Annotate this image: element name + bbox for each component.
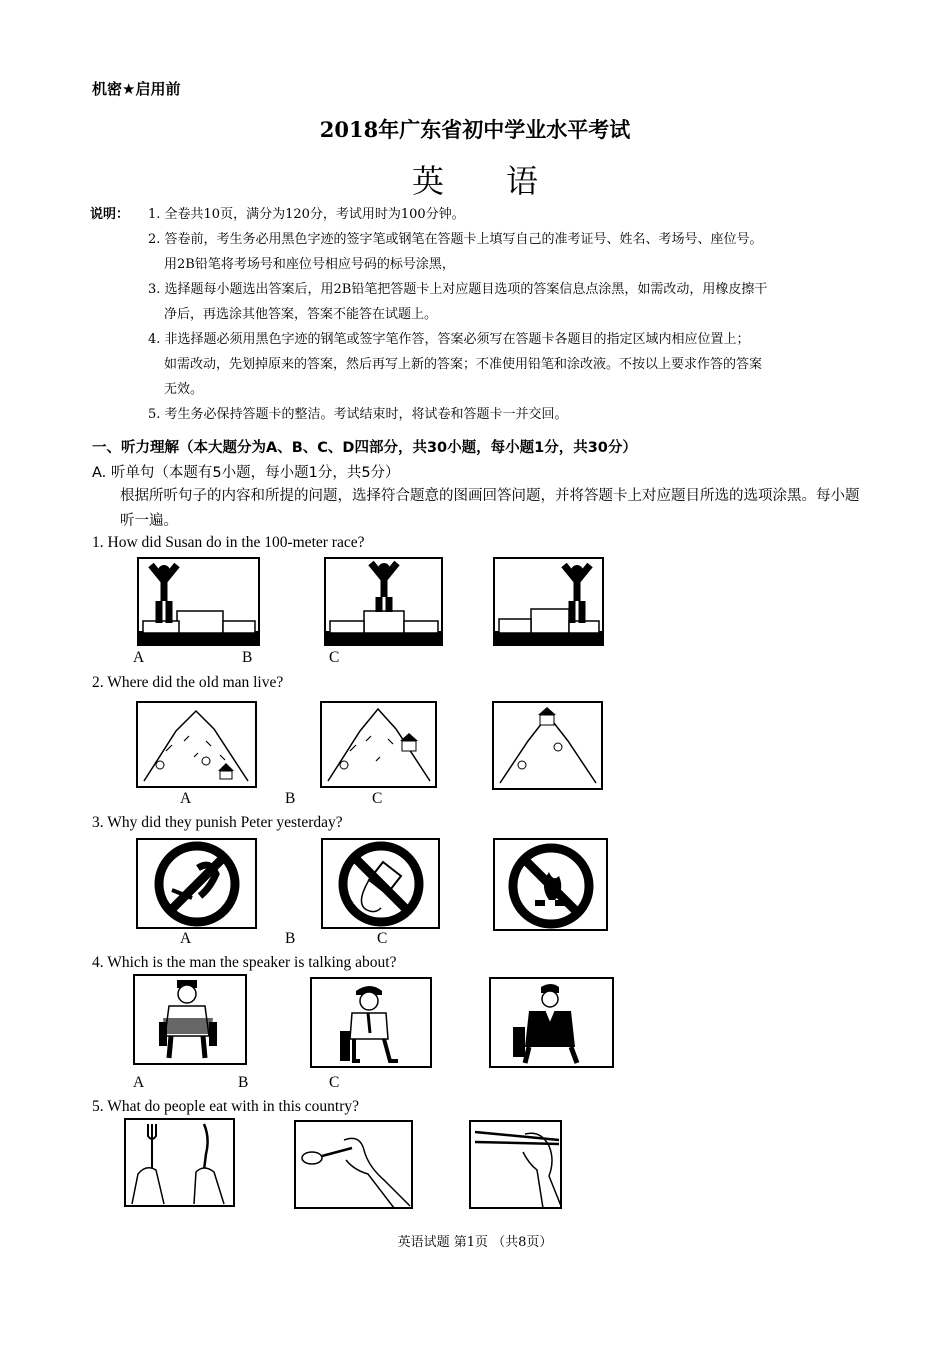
- instruction: 根据所听句子的内容和所提的问题，选择符合题意的图画回答问题，并将答题卡上对应题目所选的选项涂黑。每小题听一遍。: [120, 488, 860, 529]
- note-2: 2. 答卷前，考生务必用黑色字迹的签字笔或钢笔在答题卡上填写自己的准考证号、姓名、考场号、座位号。 用2B铅笔将考场号和座位号相应号码的标号涂黑，: [148, 232, 763, 272]
- q4-label-b: B: [238, 1074, 249, 1091]
- part-a-heading: A. 听单句（本题有5小题，每小题1分，共5分）: [92, 465, 400, 481]
- podium-figure-center: [324, 557, 444, 647]
- note-1: 1. 全卷共10页，满分为120分，考试用时为100分钟。: [148, 207, 465, 222]
- chopsticks-picture: [469, 1120, 563, 1210]
- no-kite-flying-sign: [321, 838, 441, 930]
- spoon-picture: [294, 1120, 414, 1210]
- note-4: 4. 非选择题必须用黑色字迹的钢笔或签字笔作答，答案必须写在答题卡各题目的指定区域内相应位置上； 如需改动，先划掉原来的答案，然后再写上新的答案；不准使用铅笔和涂改液。不按以上要求作答的答案 无效。: [148, 332, 763, 397]
- question-4: 4. Which is the man the speaker is talking about?: [92, 954, 397, 971]
- q3-label-a: A: [180, 930, 192, 947]
- house-foot-of-mountain: [136, 701, 258, 789]
- confidential-mark: 机密★启用前: [92, 80, 181, 98]
- q1-label-c: C: [329, 649, 340, 666]
- man-reading-in-chair: [133, 974, 248, 1066]
- no-fire-sign: [493, 838, 609, 932]
- question-2: 2. Where did the old man live?: [92, 674, 284, 691]
- q3-label-c: C: [377, 930, 388, 947]
- section-heading: 一、听力理解（本大题分为A、B、C、D四部分，共30小题，每小题1分，共30分）: [92, 440, 637, 456]
- house-middle-of-mountain: [320, 701, 438, 789]
- no-swimming-sign: [136, 838, 258, 930]
- podium-figure-first: [137, 557, 261, 647]
- q4-label-a: A: [133, 1074, 145, 1091]
- q3-label-b: B: [285, 930, 296, 947]
- page-footer: 英语试题 第1页 （共8页）: [397, 1235, 553, 1250]
- man-sitting-in-chair: [310, 977, 433, 1069]
- question-1: 1. How did Susan do in the 100-meter race?: [92, 534, 365, 551]
- note-5: 5. 考生务必保持答题卡的整洁。考试结束时，将试卷和答题卡一并交回。: [148, 407, 568, 422]
- q2-label-b: B: [285, 790, 296, 807]
- podium-figure-third: [493, 557, 605, 647]
- q2-label-c: C: [372, 790, 383, 807]
- question-3: 3. Why did they punish Peter yesterday?: [92, 814, 343, 831]
- question-5: 5. What do people eat with in this country?: [92, 1098, 360, 1115]
- exam-title: 2018年广东省初中学业水平考试: [319, 117, 631, 142]
- subject-title: 英语: [411, 162, 600, 200]
- house-top-of-mountain: [492, 701, 604, 791]
- knife-and-fork-picture: [124, 1118, 236, 1208]
- q4-label-c: C: [329, 1074, 340, 1091]
- notes-label: 说明：: [90, 207, 130, 222]
- q2-label-a: A: [180, 790, 192, 807]
- man-in-suit-in-chair: [489, 977, 615, 1069]
- note-3: 3. 选择题每小题选出答案后，用2B铅笔把答题卡上对应题目选项的答案信息点涂黑，如需改动，用橡皮擦干 净后，再选涂其他答案，答案不能答在试题上。: [148, 282, 768, 322]
- q1-label-a: A: [133, 649, 145, 666]
- q1-label-b: B: [242, 649, 253, 666]
